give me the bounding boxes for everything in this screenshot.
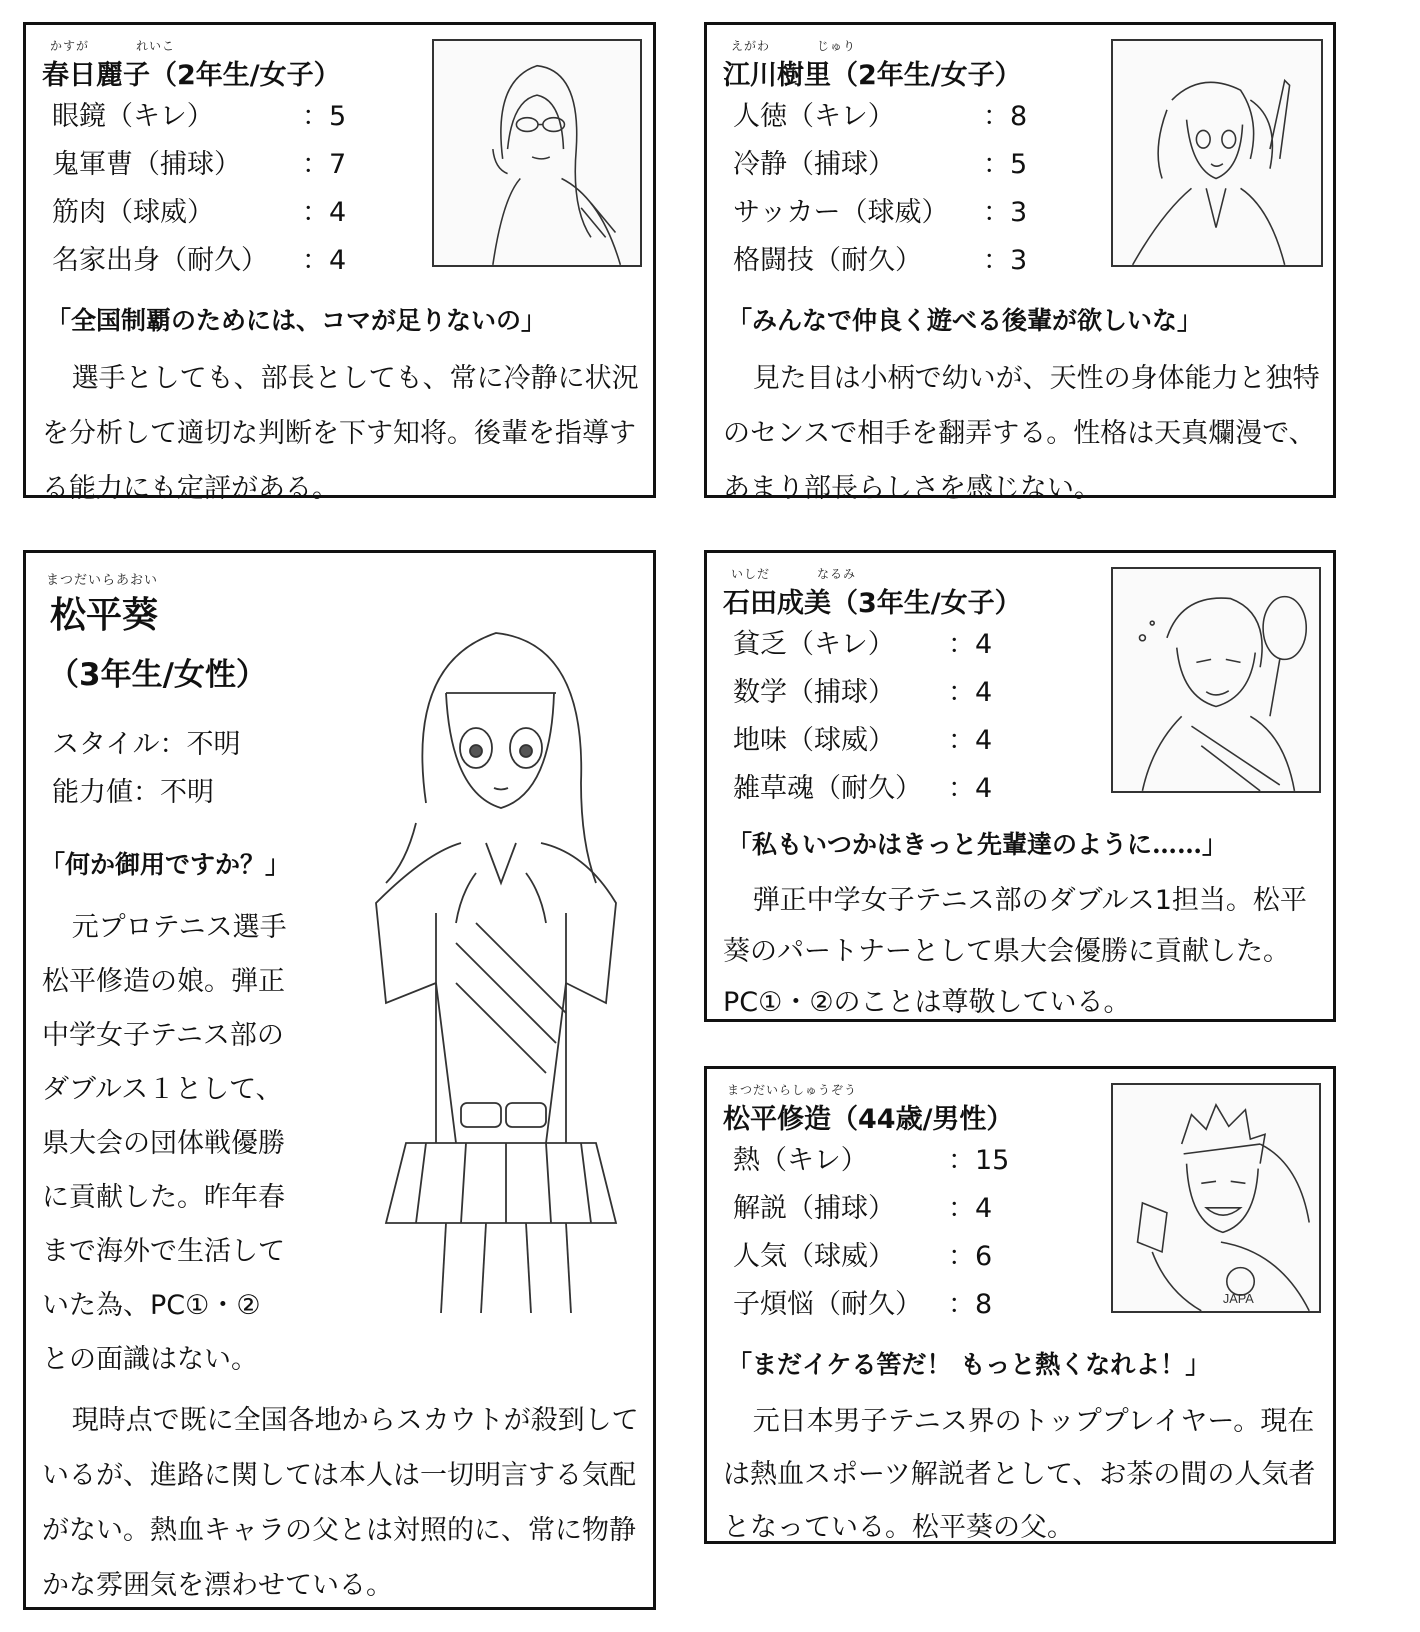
character-card-juri <box>704 22 1336 504</box>
ruby-family: かすが <box>50 39 90 53</box>
character-name: 松平葵 <box>50 595 159 636</box>
portrait-sketch-icon <box>434 41 640 265</box>
character-name: 江川樹里（2年生/女子） <box>723 60 1022 91</box>
character-description-1: 元プロテニス選手 松平修造の娘。弾正 中学女子テニス部の ダブルス１として、 県大会の団体戦優勝 に貢献した。昨年春 まで海外で生活して いた為、PC①・② との面識はない。 <box>42 912 287 1375</box>
style-line: スタイル：不明 <box>52 729 241 760</box>
portrait-sketch-icon <box>1113 1085 1319 1311</box>
stat-row: 解説（捕球） ：4 <box>733 1193 993 1224</box>
ruby: まつだいらしゅうぞう <box>727 1083 858 1097</box>
character-name: 松平修造（44歳/男性） <box>723 1104 1014 1135</box>
full-body-sketch-icon <box>366 583 636 1313</box>
stat-row: 雑草魂（耐久） ：4 <box>733 773 993 804</box>
character-quote: 「みんなで仲良く遊べる後輩が欲しいな」 <box>727 306 1203 335</box>
ruby-given: れいこ <box>136 39 176 53</box>
character-card-aoi <box>23 550 656 1610</box>
stat-row: 鬼軍曹（捕球） ：7 <box>52 149 347 180</box>
character-description: 弾正中学女子テニス部のダブルス1担当。松平葵のパートナーとして県大会優勝に貢献した。PC①・②のことは尊敬している。 <box>723 885 1307 1018</box>
ability-line: 能力値：不明 <box>52 777 214 808</box>
character-portrait <box>432 39 642 267</box>
character-name: 石田成美（3年生/女子） <box>723 588 1022 619</box>
character-portrait <box>1111 567 1321 793</box>
stat-row: 人気（球威） ：6 <box>733 1241 993 1272</box>
stat-row: 眼鏡（キレ） ：5 <box>52 101 347 132</box>
character-quote: 「まだイケる筈だ！ もっと熱くなれよ！」 <box>727 1350 1211 1379</box>
character-description: 元日本男子テニス界のトッププレイヤー。現在は熱血スポーツ解説者として、お茶の間の人気者となっている。松平葵の父。 <box>723 1406 1316 1543</box>
stat-list <box>52 93 346 285</box>
character-description-2: 現時点で既に全国各地からスカウトが殺到しているが、進路に関しては本人は一切明言する気配がない。熱血キャラの父とは対照的に、常に物静かな雰囲気を漂わせている。 <box>42 1405 639 1601</box>
ruby-family: えがわ <box>731 39 771 53</box>
stat-row: 熱（キレ） ：15 <box>733 1145 1010 1176</box>
character-portrait <box>1111 39 1323 267</box>
stat-row: 数学（捕球） ：4 <box>733 677 993 708</box>
stat-row: 筋肉（球威） ：4 <box>52 197 347 228</box>
shirt-text: JAPA <box>1222 1290 1254 1306</box>
character-illustration <box>366 583 636 1313</box>
aoi-profile <box>52 721 240 817</box>
stat-row: 格闘技（耐久） ：3 <box>733 245 1028 276</box>
character-quote: 「私もいつかはきっと先輩達のように……」 <box>727 830 1228 859</box>
character-subtitle: （3年生/女性） <box>48 657 267 693</box>
stat-list <box>733 1137 1009 1329</box>
stat-row: 人徳（キレ） ：8 <box>733 101 1028 132</box>
stat-row: 名家出身（耐久） ：4 <box>52 245 347 276</box>
stat-row: 貧乏（キレ） ：4 <box>733 629 993 660</box>
portrait-sketch-icon <box>1113 41 1321 265</box>
stat-row: 冷静（捕球） ：5 <box>733 149 1028 180</box>
stat-row: 子煩悩（耐久） ：8 <box>733 1289 993 1320</box>
character-portrait <box>1111 1083 1321 1313</box>
stat-list <box>733 93 1027 285</box>
ruby-given: じゅり <box>817 39 857 53</box>
character-card-shuzo <box>704 1066 1336 1544</box>
stat-row: サッカー（球威） ：3 <box>733 197 1028 228</box>
character-description: 選手としても、部長としても、常に冷静に状況を分析して適切な判断を下す知将。後輩を指導する能力にも定評がある。 <box>42 363 639 504</box>
stat-list <box>733 621 992 813</box>
character-card-narumi <box>704 550 1336 1022</box>
ruby: まつだいらあおい <box>46 573 159 588</box>
ruby-family: いしだ <box>731 567 771 581</box>
portrait-sketch-icon <box>1113 569 1319 791</box>
character-quote: 「全国制覇のためには、コマが足りないの」 <box>46 306 547 335</box>
character-description: 見た目は小柄で幼いが、天性の身体能力と独特のセンスで相手を翻弄する。性格は天真爛漫で、あまり部長らしさを感じない。 <box>723 363 1320 504</box>
stat-row: 地味（球威） ：4 <box>733 725 993 756</box>
character-name: 春日麗子（2年生/女子） <box>42 60 341 91</box>
character-quote: 「何か御用ですか？」 <box>40 850 291 879</box>
character-card-reiko <box>23 22 656 504</box>
ruby-given: なるみ <box>817 567 857 581</box>
